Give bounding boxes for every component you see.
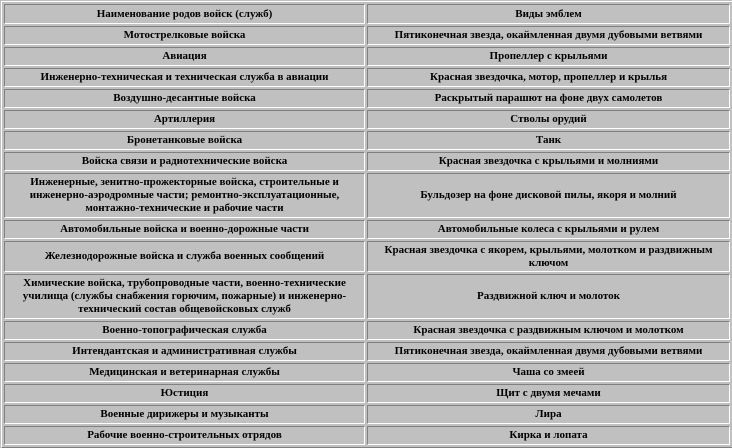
- table-row: [4, 26, 730, 45]
- emblem-cell: Автомобильные колеса с крыльями и рулем: [367, 220, 730, 239]
- table-row: [4, 47, 730, 66]
- emblem-cell: Красная звездочка с крыльями и молниями: [367, 152, 730, 171]
- table-row: [4, 89, 730, 108]
- emblem-cell: Чаша со змеей: [367, 363, 730, 382]
- emblem-cell: Раздвижной ключ и молоток: [367, 274, 730, 319]
- table-row: [4, 384, 730, 403]
- table-row: [4, 220, 730, 239]
- emblem-cell: Кирка и лопата: [367, 426, 730, 445]
- table-row: [4, 152, 730, 171]
- table-row: [4, 321, 730, 340]
- table-row: [4, 241, 730, 272]
- emblem-cell: Щит с двумя мечами: [367, 384, 730, 403]
- branch-cell: Химические войска, трубопроводные части, военно-технические училища (службы снабжения горючим, пожарные) и инженерно-технический состав общевойсковых служб: [4, 274, 365, 319]
- table-row: [4, 173, 730, 218]
- branch-cell: Интендантская и административная службы: [4, 342, 365, 361]
- table-row: [4, 110, 730, 129]
- emblem-cell: Пропеллер с крыльями: [367, 47, 730, 66]
- emblem-cell: Красная звездочка с раздвижным ключом и молотком: [367, 321, 730, 340]
- table-row: [4, 405, 730, 424]
- emblem-cell: Пятиконечная звезда, окаймленная двумя дубовыми ветвями: [367, 342, 730, 361]
- branch-cell: Артиллерия: [4, 110, 365, 129]
- table-row: [4, 363, 730, 382]
- table-row: [4, 131, 730, 150]
- emblems-table: [1, 1, 732, 448]
- emblem-cell: Красная звездочка с якорем, крыльями, молотком и раздвижным ключом: [367, 241, 730, 272]
- header-row: [4, 4, 730, 24]
- emblem-cell: Бульдозер на фоне дисковой пилы, якоря и молний: [367, 173, 730, 218]
- branch-cell: Рабочие военно-строительных отрядов: [4, 426, 365, 445]
- emblem-cell: Стволы орудий: [367, 110, 730, 129]
- branch-cell: Войска связи и радиотехнические войска: [4, 152, 365, 171]
- table-row: [4, 68, 730, 87]
- table-row: [4, 342, 730, 361]
- branch-cell: Военные дирижеры и музыканты: [4, 405, 365, 424]
- emblem-cell: Раскрытый парашют на фоне двух самолетов: [367, 89, 730, 108]
- branch-cell: Авиация: [4, 47, 365, 66]
- table-row: [4, 426, 730, 445]
- branch-cell: Инженерные, зенитно-прожекторные войска, строительные и инженерно-аэродромные части; ремонтно-эксплуатационные, монтажно-технические и рабочие части: [4, 173, 365, 218]
- branch-cell: Военно-топографическая служба: [4, 321, 365, 340]
- branch-cell: Инженерно-техническая и техническая служба в авиации: [4, 68, 365, 87]
- emblem-cell: Пятиконечная звезда, окаймленная двумя дубовыми ветвями: [367, 26, 730, 45]
- branch-cell: Воздушно-десантные войска: [4, 89, 365, 108]
- emblem-cell: Лира: [367, 405, 730, 424]
- header-emblem: Виды эмблем: [367, 4, 730, 24]
- header-branch: Наименование родов войск (служб): [4, 4, 365, 24]
- branch-cell: Медицинская и ветеринарная службы: [4, 363, 365, 382]
- branch-cell: Мотострелковые войска: [4, 26, 365, 45]
- branch-cell: Бронетанковые войска: [4, 131, 365, 150]
- branch-cell: Юстиция: [4, 384, 365, 403]
- emblem-cell: Танк: [367, 131, 730, 150]
- branch-cell: Автомобильные войска и военно-дорожные части: [4, 220, 365, 239]
- emblem-cell: Красная звездочка, мотор, пропеллер и крылья: [367, 68, 730, 87]
- branch-cell: Железнодорожные войска и служба военных сообщений: [4, 241, 365, 272]
- table-row: [4, 274, 730, 319]
